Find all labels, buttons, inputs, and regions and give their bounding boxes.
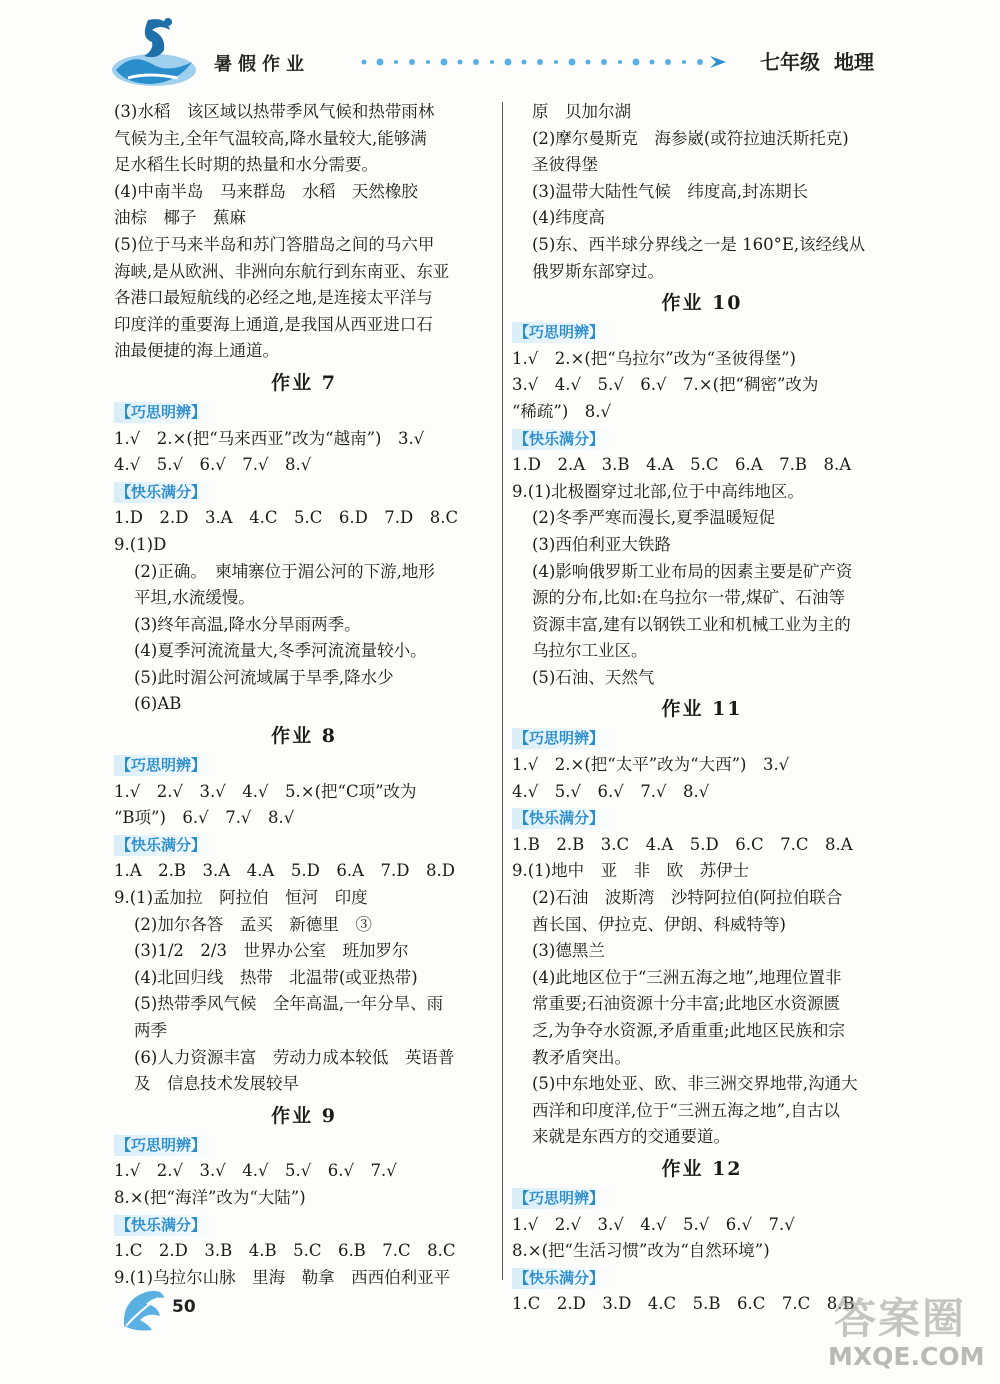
section-tag-qiaosi: 【巧思明辨】 bbox=[512, 322, 614, 343]
text-line: 各港口最短航线的必经之地,是连接太平洋与 bbox=[114, 288, 433, 308]
text-line: 1.C 2.D 3.B 4.B 5.C 6.B 7.C 8.C bbox=[114, 1241, 456, 1261]
text-line: 印度洋的重要海上通道,是我国从西亚进口石 bbox=[114, 314, 433, 334]
text-line: 8.×(把“海洋”改为“大陆”) bbox=[114, 1187, 306, 1207]
text-line: 油最便捷的海上通道。 bbox=[114, 341, 279, 361]
intro-answers bbox=[114, 99, 494, 365]
homework-title: 作业 10 bbox=[661, 292, 743, 315]
text-line: 源的分布,比如:在乌拉尔一带,煤矿、石油等 bbox=[532, 588, 846, 608]
text-line: (3)西伯利亚大铁路 bbox=[532, 534, 671, 554]
wave-logo-icon bbox=[108, 12, 200, 94]
text-line: (3)德黑兰 bbox=[532, 941, 605, 961]
text-line: 1.D 2.D 3.A 4.C 5.C 6.D 7.D 8.C bbox=[114, 508, 459, 528]
text-line: 1.√ 2.×(把“乌拉尔”改为“圣彼得堡”) bbox=[512, 348, 796, 368]
text-line: 及 信息技术发展较早 bbox=[134, 1074, 299, 1094]
column-divider bbox=[502, 102, 503, 1280]
text-line: 常重要;石油资源十分丰富;此地区水资源匮 bbox=[532, 994, 841, 1014]
text-line: (4)纬度高 bbox=[532, 208, 605, 228]
text-line: 1.B 2.B 3.C 4.A 5.D 6.C 7.C 8.A bbox=[512, 834, 853, 854]
homework-11 bbox=[512, 694, 892, 1151]
text-line: 圣彼得堡 bbox=[532, 155, 598, 175]
section-tag-kuaile: 【快乐满分】 bbox=[512, 808, 614, 829]
text-line: 9.(1)地中 亚 非 欧 苏伊士 bbox=[512, 861, 750, 881]
text-line: 1.C 2.D 3.D 4.C 5.B 6.C 7.C 8.B bbox=[512, 1294, 855, 1314]
text-line: (5)位于马来半岛和苏门答腊岛之间的马六甲 bbox=[114, 234, 435, 254]
continued-answers bbox=[512, 99, 892, 285]
text-line: 9.(1)北极圈穿过北部,位于中高纬地区。 bbox=[512, 481, 804, 501]
text-line: 9.(1)D bbox=[114, 534, 167, 554]
text-line: 4.√ 5.√ 6.√ 7.√ 8.√ bbox=[512, 781, 710, 801]
text-line: 1.√ 2.×(把“太平”改为“大西”) 3.√ bbox=[512, 755, 790, 775]
text-line: 1.√ 2.×(把“马来西亚”改为“越南”) 3.√ bbox=[114, 428, 425, 448]
text-line: “稀疏”) 8.√ bbox=[512, 401, 612, 421]
text-line: (2)加尔各答 孟买 新德里 ③ bbox=[134, 914, 372, 934]
text-line: 乌拉尔工业区。 bbox=[532, 641, 648, 661]
text-line: 平坦,水流缓慢。 bbox=[134, 588, 255, 608]
left-column bbox=[114, 99, 494, 1291]
page-number: 50 bbox=[172, 1297, 196, 1317]
homework-title: 作业 9 bbox=[271, 1104, 337, 1127]
text-line: 两季 bbox=[134, 1021, 167, 1040]
text-line: 原 贝加尔湖 bbox=[532, 102, 631, 121]
text-line: 8.×(把“生活习惯”改为“自然环境”) bbox=[512, 1241, 770, 1261]
section-tag-qiaosi: 【巧思明辨】 bbox=[512, 728, 614, 749]
section-tag-qiaosi: 【巧思明辨】 bbox=[512, 1188, 614, 1209]
text-line: (5)东、西半球分界线之一是 160°E,该经线从 bbox=[532, 234, 866, 254]
homework-8 bbox=[114, 721, 494, 1098]
text-line: (3)1/2 2/3 世界办公室 班加罗尔 bbox=[134, 941, 409, 961]
homework-title: 作业 8 bbox=[271, 725, 337, 748]
text-line: (6)AB bbox=[134, 694, 182, 714]
text-line: (2)正确。 柬埔寨位于湄公河的下游,地形 bbox=[134, 561, 435, 581]
text-line: (4)中南半岛 马来群岛 水稻 天然橡胶 bbox=[114, 181, 418, 201]
text-line: (5)此时湄公河流域属于旱季,降水少 bbox=[134, 667, 394, 687]
text-line: 油棕 椰子 蕉麻 bbox=[114, 208, 246, 228]
section-tag-kuaile: 【快乐满分】 bbox=[114, 1215, 216, 1236]
text-line: 足水稻生长时期的热量和水分需要。 bbox=[114, 155, 378, 175]
header-grade-subject bbox=[760, 46, 888, 75]
text-line: (4)北回归线 热带 北温带(或亚热带) bbox=[134, 967, 418, 987]
text-line: (4)影响俄罗斯工业布局的因素主要是矿产资 bbox=[532, 561, 853, 581]
text-line: 1.√ 2.√ 3.√ 4.√ 5.√ 6.√ 7.√ bbox=[512, 1214, 795, 1234]
section-tag-kuaile: 【快乐满分】 bbox=[114, 835, 216, 856]
section-tag-qiaosi: 【巧思明辨】 bbox=[114, 402, 216, 423]
text-line: 教矛盾突出。 bbox=[532, 1047, 631, 1067]
section-tag-qiaosi: 【巧思明辨】 bbox=[114, 755, 216, 776]
text-line: 3.√ 4.√ 5.√ 6.√ 7.×(把“稠密”改为 bbox=[512, 375, 819, 395]
right-column bbox=[512, 99, 892, 1318]
text-line: 俄罗斯东部穿过。 bbox=[532, 261, 664, 281]
text-line: “B项”) 6.√ 7.√ 8.√ bbox=[114, 808, 295, 828]
dotted-divider bbox=[356, 55, 728, 69]
text-line: 资源丰富,建有以钢铁工业和机械工业为主的 bbox=[532, 614, 851, 634]
text-line: (5)石油、天然气 bbox=[532, 667, 655, 687]
homework-title: 作业 11 bbox=[661, 698, 743, 721]
text-line: (3)终年高温,降水分旱雨两季。 bbox=[134, 614, 361, 634]
text-line: (5)热带季风气候 全年高温,一年分旱、雨 bbox=[134, 994, 444, 1014]
text-line: 来就是东西方的交通要道。 bbox=[532, 1127, 730, 1147]
text-line: 西洋和印度洋,位于“三洲五海之地”,自古以 bbox=[532, 1100, 840, 1120]
text-line: (4)此地区位于“三洲五海之地”,地理位置非 bbox=[532, 967, 842, 987]
section-tag-kuaile: 【快乐满分】 bbox=[512, 429, 614, 450]
text-line: (3)温带大陆性气候 纬度高,封冻期长 bbox=[532, 181, 809, 201]
text-line: 1.√ 2.√ 3.√ 4.√ 5.×(把“C项”改为 bbox=[114, 781, 417, 801]
text-line: (3)水稻 该区域以热带季风气候和热带雨林 bbox=[114, 102, 435, 121]
homework-10 bbox=[512, 288, 892, 691]
text-line: (2)石油 波斯湾 沙特阿拉伯(阿拉伯联合 bbox=[532, 888, 843, 908]
section-tag-kuaile: 【快乐满分】 bbox=[114, 482, 216, 503]
text-line: (2)摩尔曼斯克 海参崴(或符拉迪沃斯托克) bbox=[532, 128, 849, 148]
text-line: 9.(1)乌拉尔山脉 里海 勒拿 西西伯利亚平 bbox=[114, 1267, 451, 1287]
leaf-icon bbox=[118, 1286, 168, 1334]
homework-9 bbox=[114, 1101, 494, 1292]
page-header bbox=[0, 0, 1000, 100]
text-line: 气候为主,全年气温较高,降水量较大,能够满 bbox=[114, 128, 427, 148]
text-line: (2)冬季严寒而漫长,夏季温暖短促 bbox=[532, 508, 776, 528]
text-line: 9.(1)孟加拉 阿拉伯 恒河 印度 bbox=[114, 888, 368, 908]
homework-title: 作业 7 bbox=[271, 371, 337, 394]
text-line: (4)夏季河流流量大,冬季河流流量较小。 bbox=[134, 641, 427, 661]
text-line: 4.√ 5.√ 6.√ 7.√ 8.√ bbox=[114, 455, 312, 475]
text-line: (6)人力资源丰富 劳动力成本较低 英语普 bbox=[134, 1047, 455, 1067]
text-line: 乏,为争夺水资源,矛盾重重;此地区民族和宗 bbox=[532, 1021, 846, 1040]
watermark-text: 答案圈 bbox=[834, 1294, 967, 1343]
section-tag-qiaosi: 【巧思明辨】 bbox=[114, 1135, 216, 1156]
text-line: 1.D 2.A 3.B 4.A 5.C 6.A 7.B 8.A bbox=[512, 455, 852, 475]
homework-7 bbox=[114, 368, 494, 718]
subject-label: 地理 bbox=[834, 50, 874, 74]
text-line: 1.√ 2.√ 3.√ 4.√ 5.√ 6.√ 7.√ bbox=[114, 1161, 397, 1181]
text-line: 1.A 2.B 3.A 4.A 5.D 6.A 7.D 8.D bbox=[114, 861, 455, 881]
watermark bbox=[818, 1284, 1000, 1384]
grade-label: 七年级 bbox=[760, 50, 820, 74]
header-title: 暑假作业 bbox=[214, 54, 310, 75]
text-line: 海峡,是从欧洲、非洲向东航行到东南亚、东亚 bbox=[114, 261, 450, 281]
section-tag-kuaile: 【快乐满分】 bbox=[512, 1268, 614, 1289]
homework-title: 作业 12 bbox=[661, 1157, 743, 1180]
text-line: (5)中东地处亚、欧、非三洲交界地带,沟通大 bbox=[532, 1074, 858, 1094]
text-line: 酋长国、伊拉克、伊朗、科威特等) bbox=[532, 914, 786, 934]
watermark-url: MXQE.COM bbox=[828, 1342, 985, 1371]
